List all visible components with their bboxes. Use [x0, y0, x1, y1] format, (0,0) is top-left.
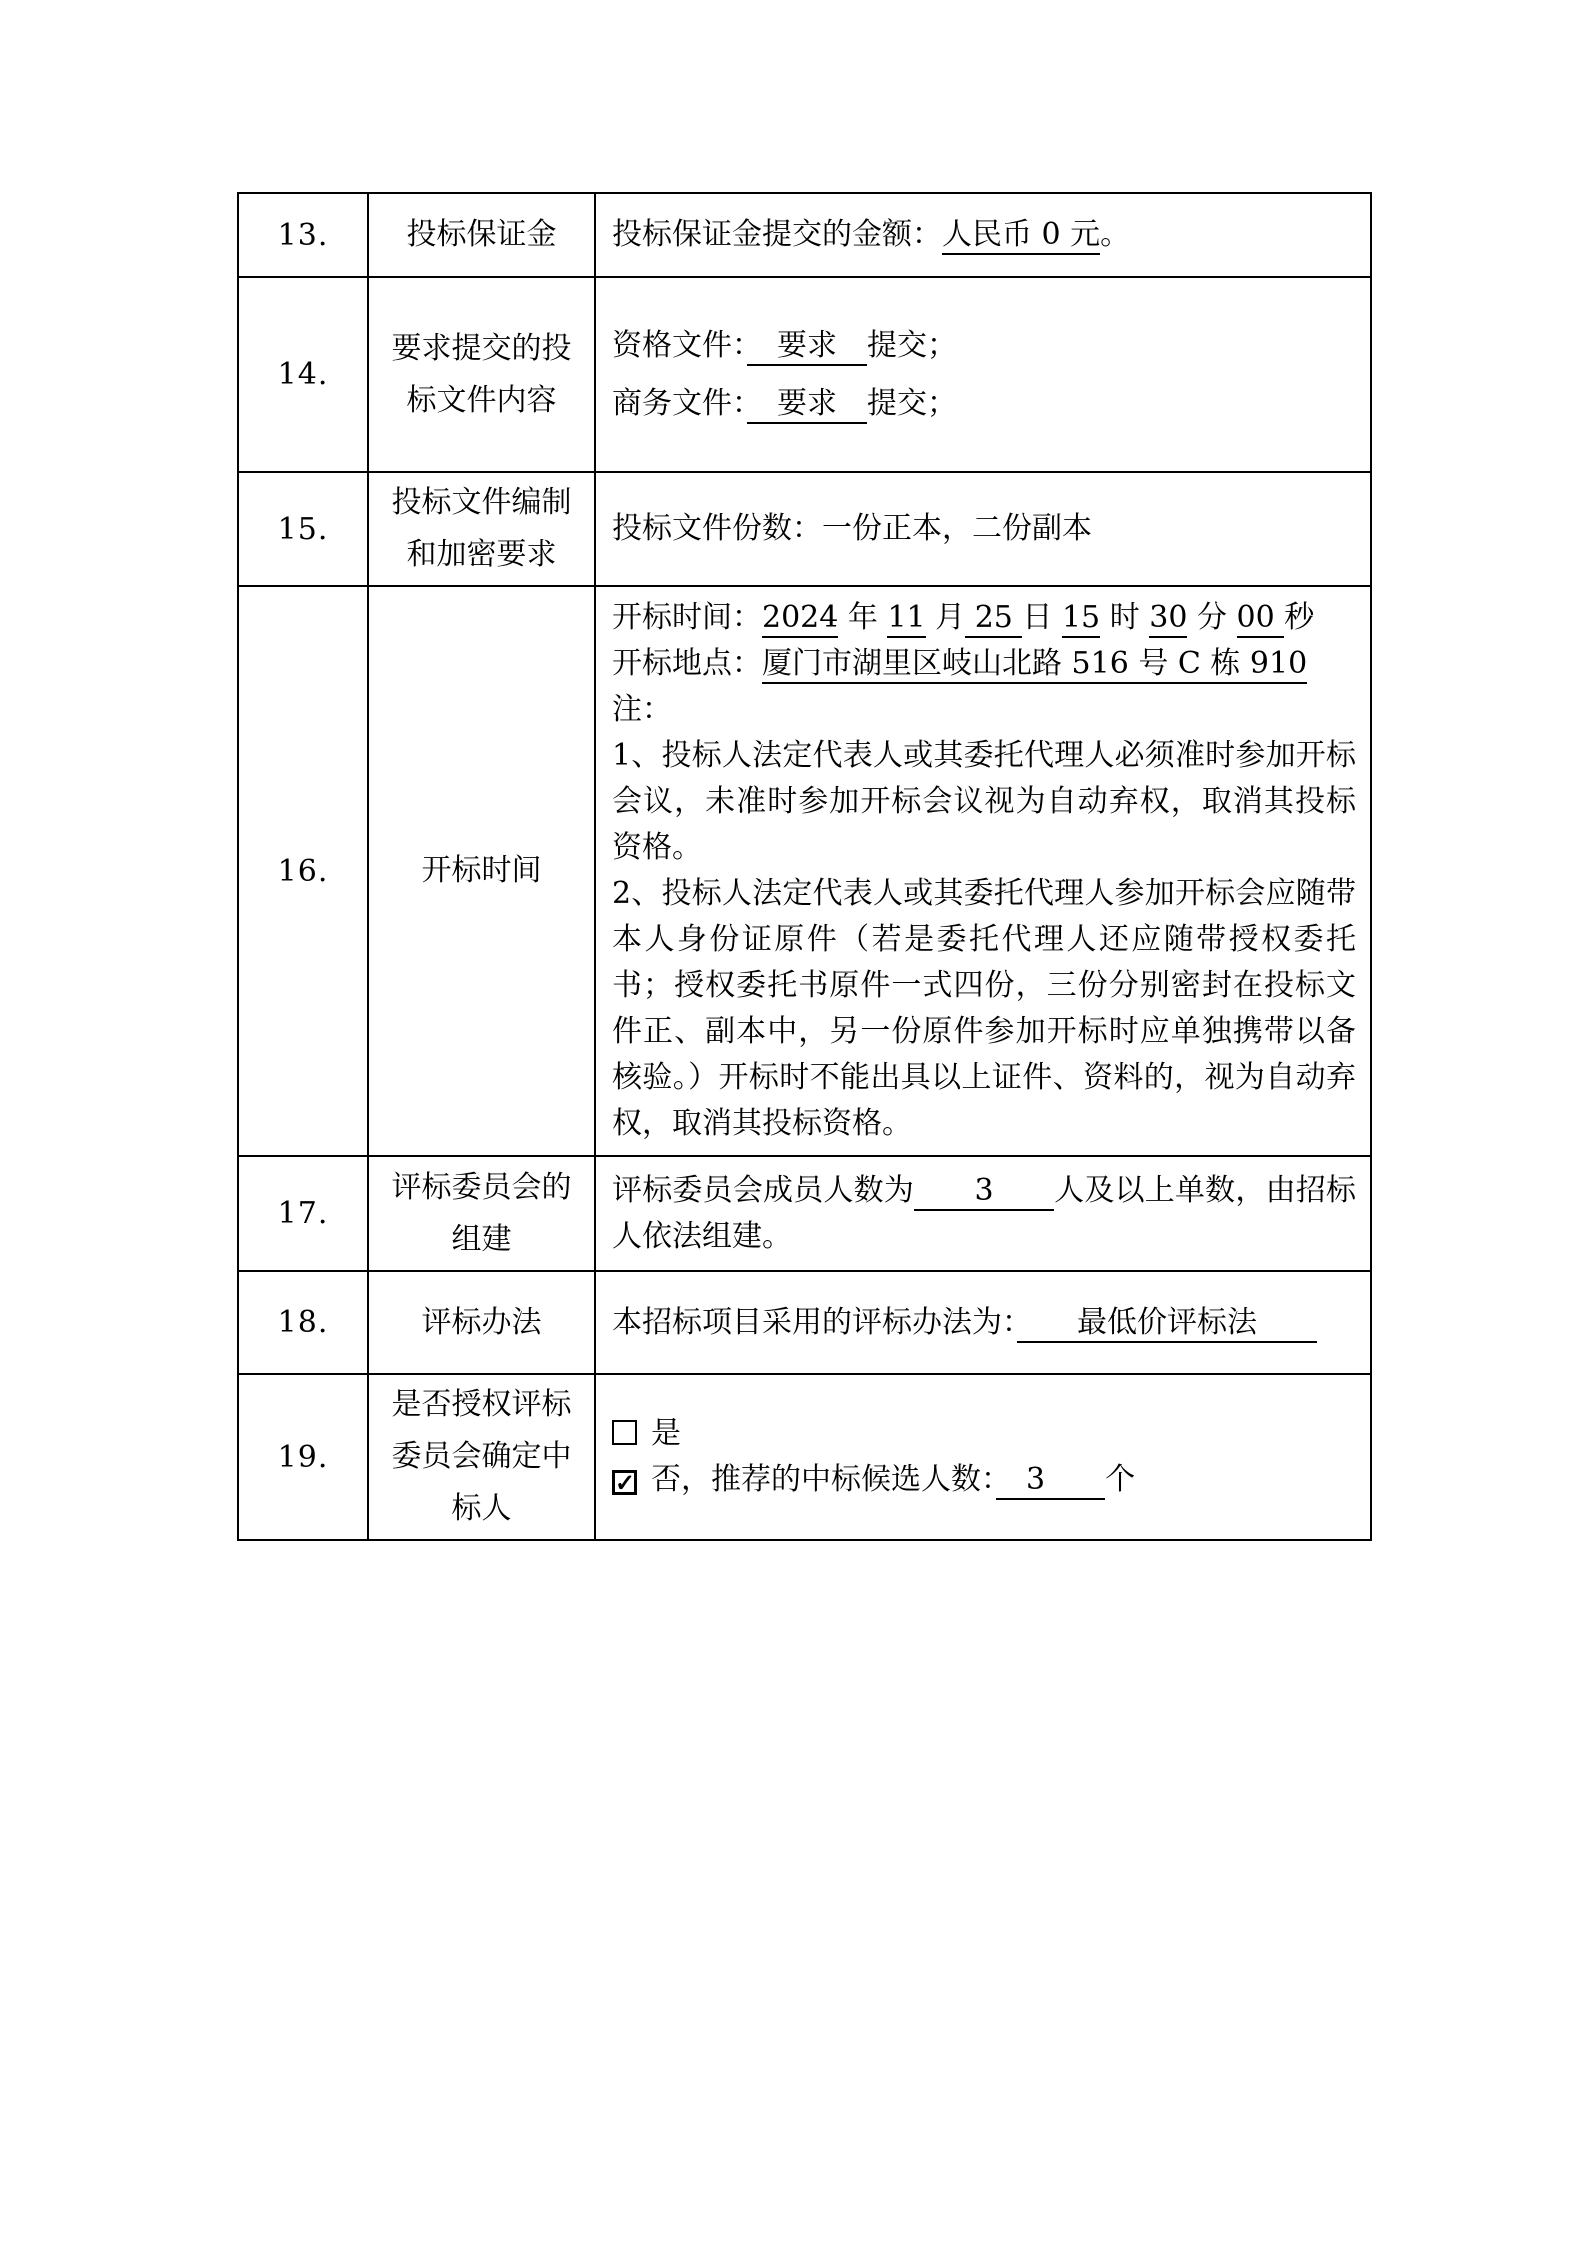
text-segment: 本招标项目采用的评标办法为：	[612, 1304, 1017, 1340]
text-segment: 投标文件份数：一份正本，二份副本	[612, 511, 1092, 546]
table-row	[238, 193, 1371, 277]
row-label-cell: 开标时间	[368, 586, 595, 1156]
row-number-cell: 13.	[238, 193, 368, 277]
content-paragraph	[612, 733, 1356, 871]
underlined-segment: 15	[1062, 600, 1100, 638]
table-row	[238, 277, 1371, 472]
underlined-segment: 最低价评标法	[1017, 1305, 1317, 1343]
text-segment: 提交；	[867, 385, 957, 421]
row-label-cell: 投标保证金	[368, 193, 595, 277]
underlined-segment: 厦门市湖里区岐山北路 516 号 C 栋 910	[762, 646, 1307, 684]
row-label-cell: 投标文件编制和加密要求	[368, 472, 595, 586]
underlined-segment: 11	[887, 600, 925, 638]
text-segment: 开标时间：	[612, 600, 762, 635]
text-segment: 投标保证金提交的金额：	[612, 217, 942, 252]
content-paragraph	[612, 381, 1356, 427]
content-paragraph	[612, 212, 1356, 258]
text-segment: 人及以上单数，由招标人依法组建。	[612, 1172, 1356, 1254]
row-content-cell	[595, 1156, 1371, 1271]
text-segment: 年	[838, 600, 888, 635]
row-label-cell: 评标委员会的组建	[368, 1156, 595, 1271]
text-segment: 否，推荐的中标候选人数：	[651, 1462, 996, 1497]
text-segment: 秒	[1284, 600, 1315, 635]
text-segment: 个	[1105, 1462, 1136, 1497]
row-number-cell: 19.	[238, 1374, 368, 1540]
underlined-segment: 3	[914, 1173, 1054, 1211]
text-segment: 开标地点：	[612, 646, 762, 681]
text-segment: 商务文件：	[612, 385, 747, 421]
row-number-cell: 18.	[238, 1271, 368, 1374]
text-segment: 月	[925, 600, 966, 635]
text-segment: 分	[1187, 600, 1237, 635]
checked-checkbox-icon: ✓	[612, 1470, 637, 1495]
bid-spec-table	[237, 192, 1372, 1541]
content-paragraph	[612, 1457, 1356, 1503]
row-content-cell	[595, 193, 1371, 277]
text-segment: 日	[1022, 600, 1062, 635]
content-paragraph	[612, 323, 1356, 369]
table-row	[238, 1374, 1371, 1540]
row-content-cell	[595, 472, 1371, 586]
row-number-cell: 15.	[238, 472, 368, 586]
content-paragraph	[612, 595, 1356, 641]
table-row	[238, 1271, 1371, 1374]
underlined-segment: 要求	[747, 328, 867, 366]
table-row	[238, 472, 1371, 586]
content-paragraph	[612, 1411, 1356, 1457]
table-row	[238, 1156, 1371, 1271]
row-number-cell: 16.	[238, 586, 368, 1156]
underlined-segment: 人民币 0 元	[942, 217, 1100, 255]
text-segment: 提交；	[867, 327, 957, 363]
text-segment: 是	[651, 1416, 681, 1451]
underlined-segment: 2024	[762, 600, 838, 638]
underlined-segment: 30	[1149, 600, 1187, 638]
text-segment: 评标委员会成员人数为	[612, 1172, 915, 1208]
content-paragraph	[612, 506, 1356, 552]
row-label-cell: 要求提交的投标文件内容	[368, 277, 595, 472]
row-content-cell	[595, 586, 1371, 1156]
underlined-segment: 3	[996, 1462, 1105, 1500]
row-content-cell	[595, 1271, 1371, 1374]
content-paragraph	[612, 1300, 1356, 1346]
text-segment: 资格文件：	[612, 327, 747, 363]
row-label-cell: 评标办法	[368, 1271, 595, 1374]
row-content-cell	[595, 277, 1371, 472]
spec-table-body	[238, 193, 1371, 1540]
row-number-cell: 17.	[238, 1156, 368, 1271]
text-segment: 注：	[612, 692, 672, 727]
text-segment: 1、投标人法定代表人或其委托代理人必须准时参加开标会议，未准时参加开标会议视为自动弃权，取消其投标资格。	[612, 738, 1356, 865]
text-segment: 时	[1100, 600, 1150, 635]
unchecked-checkbox-icon	[612, 1420, 637, 1445]
content-paragraph	[612, 1168, 1356, 1260]
underlined-segment: 00	[1237, 600, 1285, 638]
row-content-cell	[595, 1374, 1371, 1540]
text-segment: 。	[1100, 217, 1131, 252]
row-number-cell: 14.	[238, 277, 368, 472]
row-label-cell: 是否授权评标委员会确定中标人	[368, 1374, 595, 1540]
underlined-segment: 要求	[747, 386, 867, 424]
content-paragraph	[612, 641, 1356, 687]
underlined-segment: 25	[965, 600, 1022, 638]
text-segment: 2、投标人法定代表人或其委托代理人参加开标会应随带本人身份证原件（若是委托代理人还应随带授权委托书；授权委托书原件一式四份，三份分别密封在投标文件正、副本中，另一份原件参加开标时应单独携带以备核验。）开标时不能出具以上证件、资料的，视为自动弃权，取消其投标资格。	[612, 876, 1356, 1141]
table-row	[238, 586, 1371, 1156]
content-paragraph	[612, 871, 1356, 1147]
content-paragraph	[612, 687, 1356, 733]
